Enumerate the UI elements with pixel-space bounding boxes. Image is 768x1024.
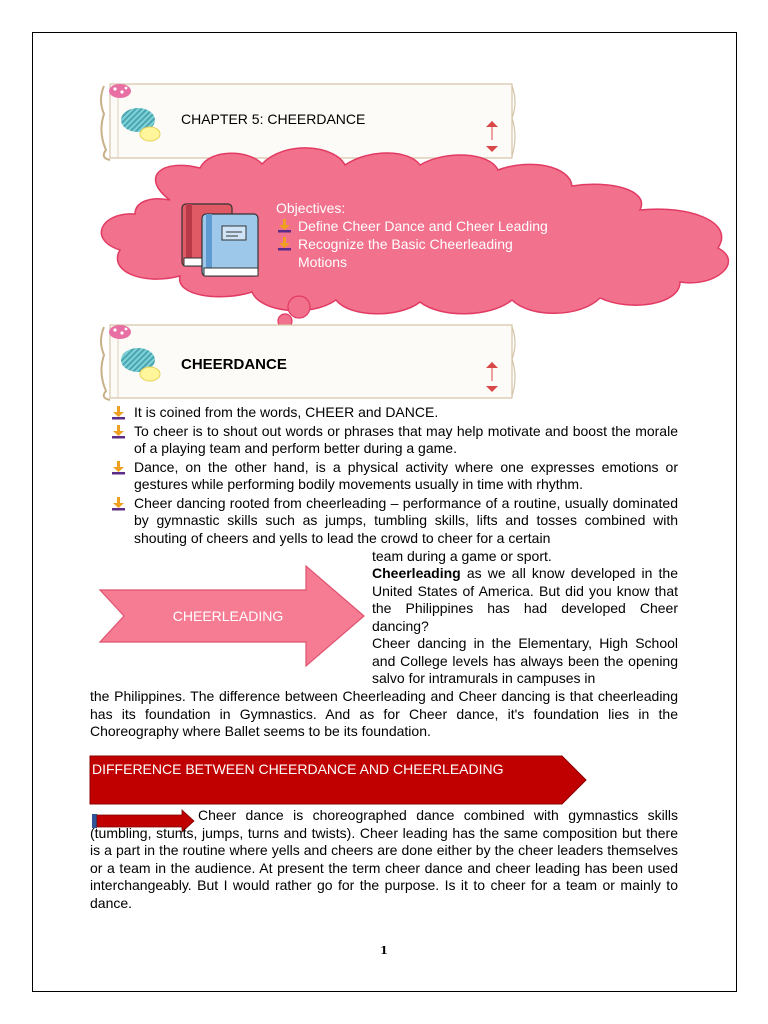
paragraph-text: as we all know developed in the United States of America. But did you know that the Philippines has had developed Cheer dancing? xyxy=(372,565,678,634)
difference-paragraph: Cheer dance is choreographed dance combined with gymnastics skills (tumbling, stunts, jumps, turns and twists). Cheer leading has the same composition but there is a part in the routine where yells and cheers are done either by the cheer leaders themselves or a team in the audience. At present the term cheer dance and cheer leading has been used interchangeably. But I would rather go for the purpose. Is it to cheer for a team or mainly to dance. xyxy=(90,807,678,911)
bullet-continuation: team during a game or sport. xyxy=(372,548,552,564)
list-item-text: It is coined from the words, CHEER and DANCE. xyxy=(134,404,439,420)
objective-item xyxy=(276,235,558,271)
objective-text: Recognize the Basic Cheerleading Motions xyxy=(298,236,513,270)
list-item-text: Cheer dancing rooted from cheerleading – performance of a routine, usually dominated by gymnastic skills such as jumps, tumbling skills, lifts and tosses combined with shouting of cheers and yells to lead the crowd to cheer for a certain xyxy=(134,494,678,546)
difference-banner-label: DIFFERENCE BETWEEN CHEERDANCE AND CHEERLEADING xyxy=(92,761,504,777)
objective-text: Define Cheer Dance and Cheer Leading xyxy=(298,218,548,234)
list-item-text: To cheer is to shout out words or phrases that may help motivate and boost the morale of a playing team and perform better during a game. xyxy=(134,422,678,456)
arrow-bullet-icon xyxy=(278,219,292,233)
list-item xyxy=(112,423,678,458)
arrow-bullet-icon xyxy=(112,406,126,420)
objectives-heading: Objectives: xyxy=(276,200,346,216)
list-item xyxy=(112,459,678,494)
objective-item xyxy=(276,217,576,235)
right-column-paragraph xyxy=(372,565,678,635)
arrow-bullet-icon xyxy=(112,425,126,439)
list-item-text: Dance, on the other hand, is a physical activity where one expresses emotions or gestures while performing bodily movements usually in time with rhythm. xyxy=(134,458,678,492)
arrow-bullet-icon xyxy=(112,461,126,475)
right-column-paragraph-2: Cheer dancing in the Elementary, High School and College levels has always been the opening salvo for intramurals in campuses in xyxy=(372,635,678,686)
list-item xyxy=(112,495,678,548)
arrow-bullet-icon xyxy=(112,497,126,511)
objectives-box xyxy=(276,199,576,271)
arrow-label: CHEERLEADING xyxy=(172,608,284,624)
bold-lead: Cheerleading xyxy=(372,565,461,581)
arrow-bullet-icon xyxy=(278,237,292,251)
section-title: CHEERDANCE xyxy=(181,356,287,373)
list-item xyxy=(112,404,678,422)
full-paragraph: the Philippines. The difference between Cheerleading and Cheer dancing is that cheerleading has its foundation in Gymnastics. And as for Cheer dance, it's foundation lies in the Choreography where Ballet seems to be its foundation. xyxy=(90,688,678,739)
page-number: 1 xyxy=(380,944,388,957)
bullet-list xyxy=(112,404,678,548)
scroll-banner-icon-2 xyxy=(101,325,515,400)
books-icon xyxy=(182,204,258,276)
right-column xyxy=(372,565,678,688)
chapter-title: CHAPTER 5: CHEERDANCE xyxy=(181,111,366,127)
